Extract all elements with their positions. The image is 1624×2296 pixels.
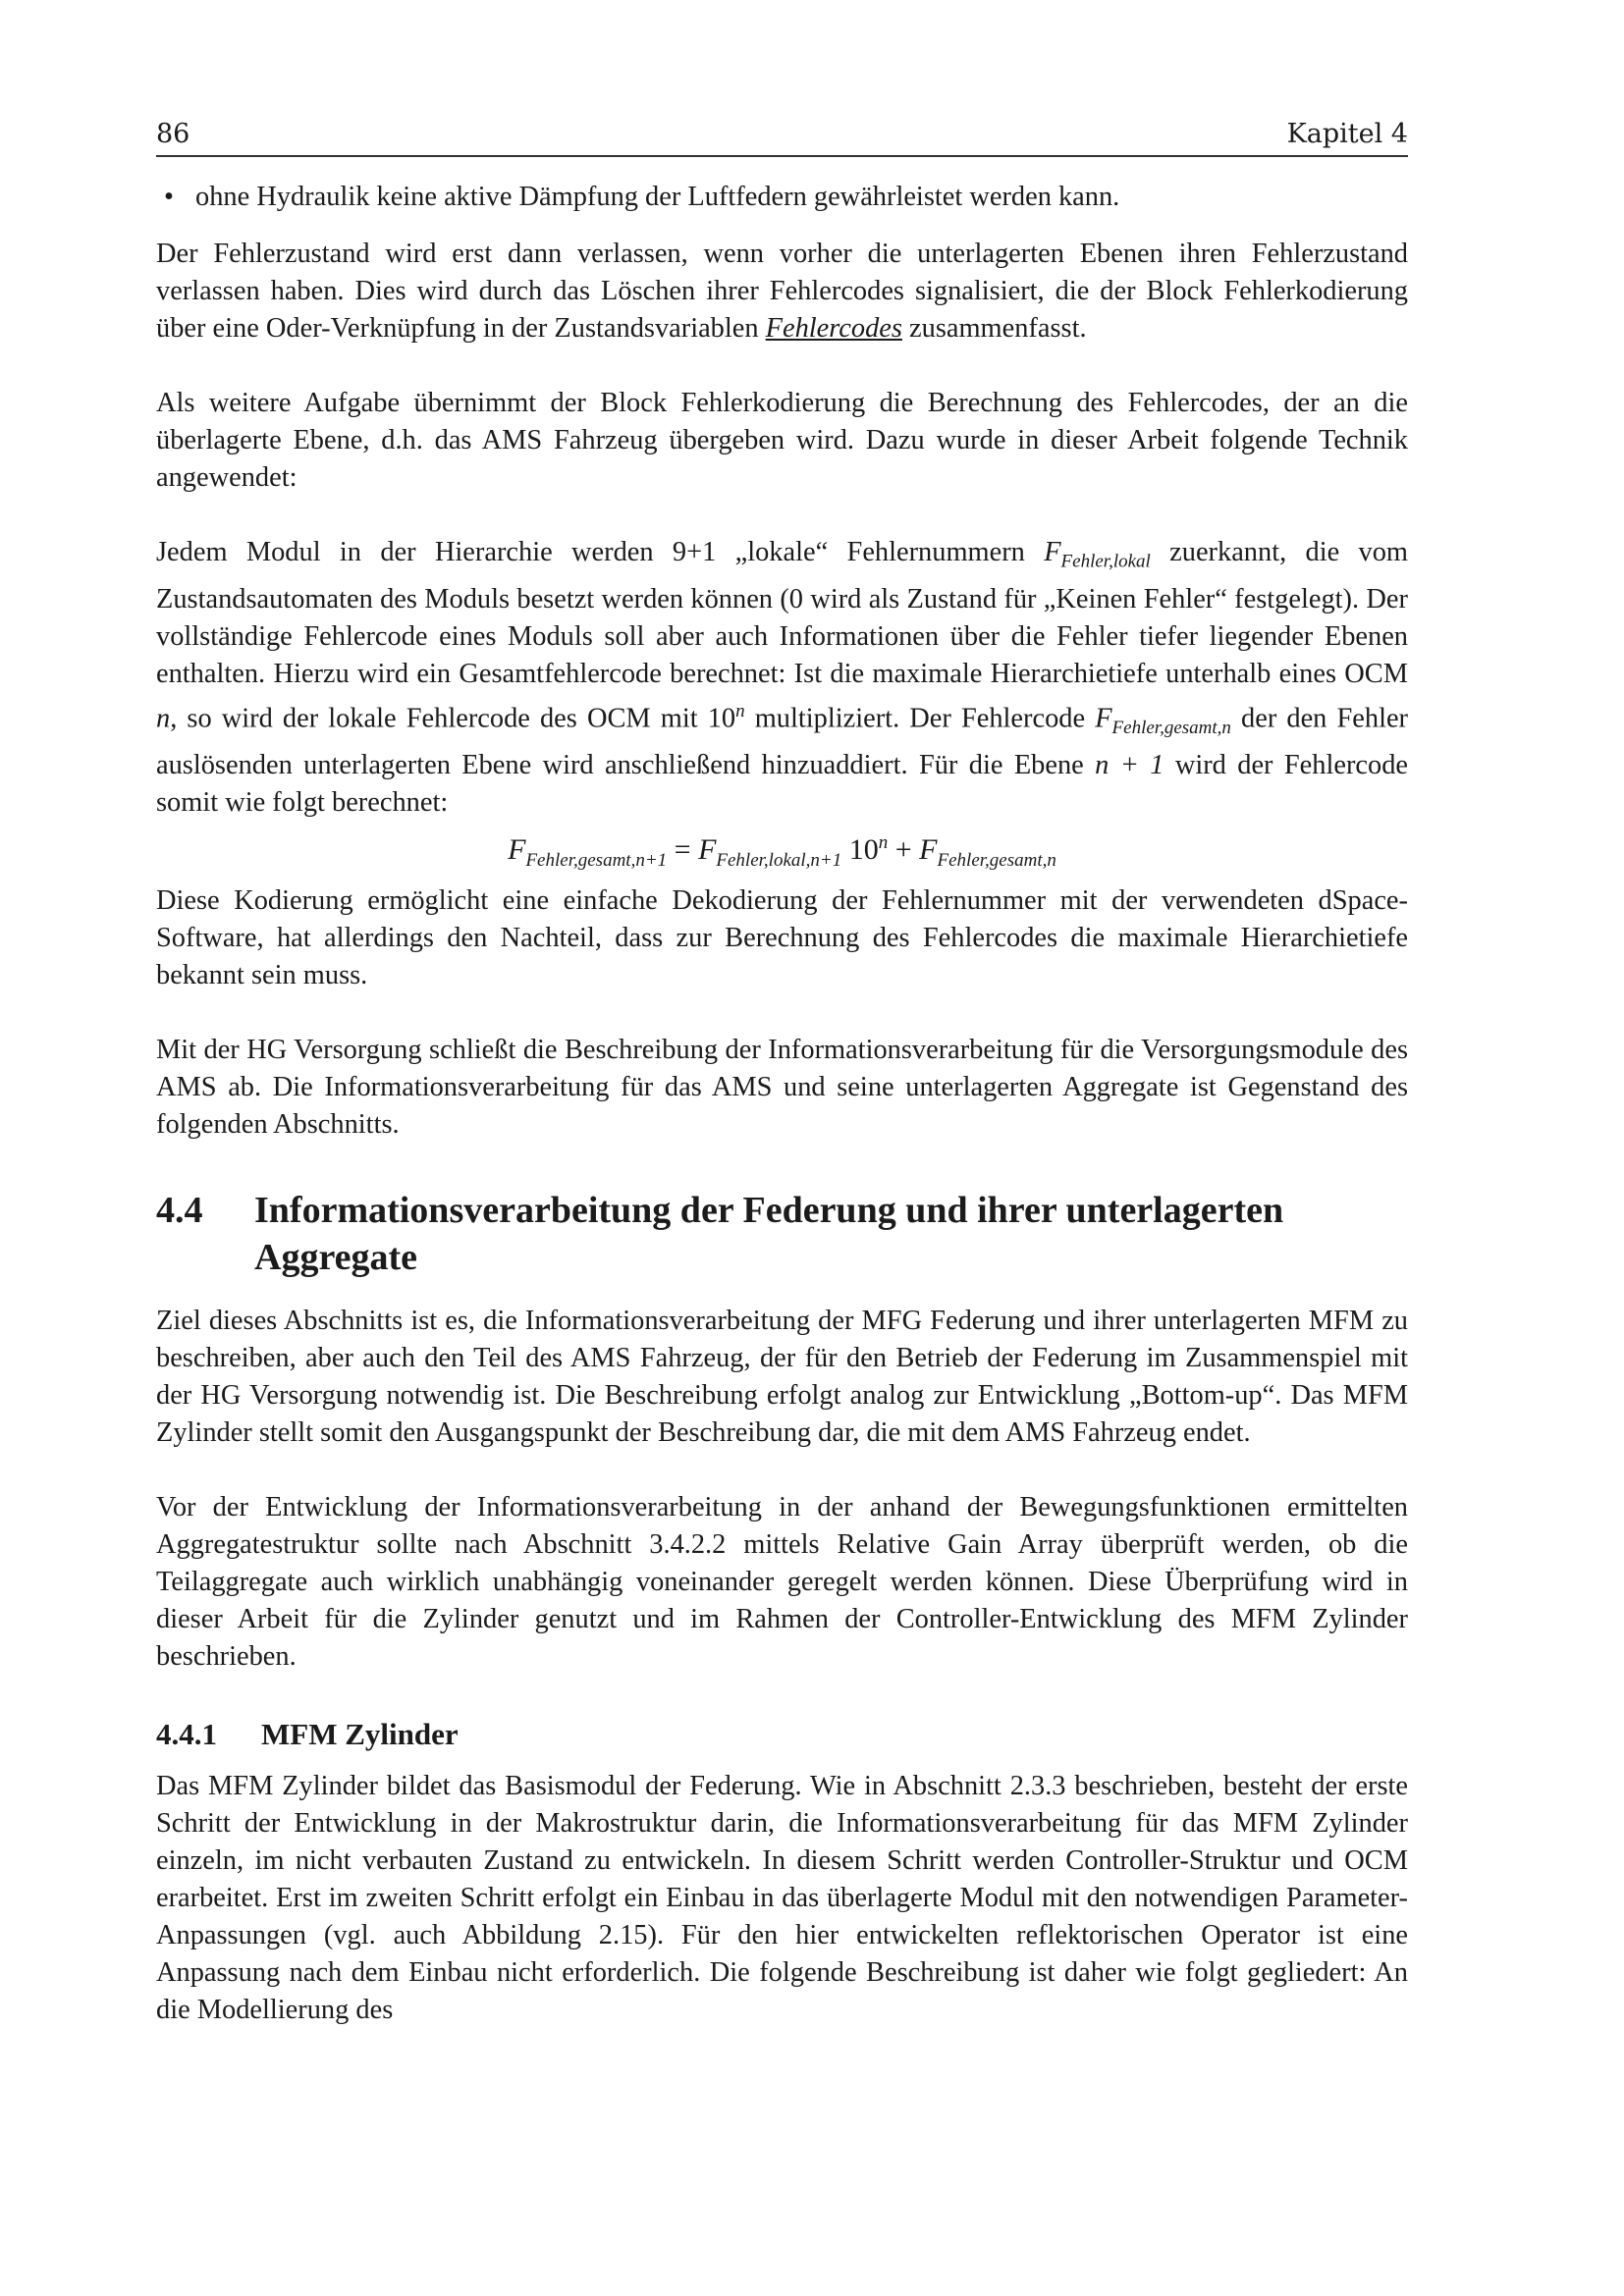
page-header [156,118,1408,157]
section-number: 4.4 [156,1189,203,1231]
chapter-label: Kapitel 4 [1286,119,1408,149]
section-title: Informationsverarbeitung der Federung und ihrer unterlagerten Aggregate [254,1189,1284,1278]
bullet-item: • ohne Hydraulik keine aktive Dämpfung der Luftfedern gewährleistet werden kann. [195,179,1408,216]
paragraph-7: Vor der Entwicklung der Informationsverarbeitung in der anhand der Bewegungsfunktionen ermittelten Aggregatestruktur sollte nach Abschnitt 3.4.2.2 mittels Relative Gain Array überprüft werden, ob die Teilaggregate auch wirklich unabhängig voneinander geregelt werden können. Diese Überprüfung wird in dieser Arbeit für die Zylinder genutzt und im Rahmen der Controller-Entwicklung des MFM Zylinder beschrieben. [156,1491,1408,1672]
section-heading [156,1187,1408,1281]
subsection-number: 4.4.1 [156,1716,217,1751]
paragraph-3: Jedem Modul in der Hierarchie werden 9+1 „lokale“ Fehlernummern $F_{Fehler,lokal}$ zuerkannt, die vom Zustandsautomaten des Moduls besetzt werden können (0 wird als Zustand für „Keinen Fehler“ festgelegt). Der vollständige Fehlercode eines Moduls soll aber auch Informationen über die Fehler tiefer liegender Ebenen enthalten. Hierzu wird ein Gesamtfehlercode berechnet: Ist die maximale Hierarchietiefe unterhalb eines OCM n, so wird der lokale Fehlercode des OCM mit 10$^n$ multipliziert. Der Fehlercode $F_{Fehler,gesamt,n}$ der den Fehler auslösenden unterlagerten Ebene wird anschließend hinzuaddiert. Für die Ebene n + 1 wird der Fehlercode somit wie folgt berechnet: [156,537,1409,818]
subsection-heading [156,1715,1408,1754]
paragraph-2: Als weitere Aufgabe übernimmt der Block Fehlerkodierung die Berechnung des Fehlercodes, der an die überlagerte Ebene, d.h. das AMS Fahrzeug übergeben wird. Dazu wurde in dieser Arbeit folgende Technik angewendet: [156,388,1408,493]
error-code-formula: $F_{Fehler,gesamt,n+1} = F_{Fehler,lokal,n+1}$ $10^n + F_{Fehler,gesamt,n}$ [508,831,1056,871]
document-page [156,118,1408,2029]
subsection-title: MFM Zylinder [261,1716,459,1751]
paragraph-8: Das MFM Zylinder bildet das Basismodul der Federung. Wie in Abschnitt 2.3.3 beschrieben, besteht der erste Schritt der Entwicklung in der Makrostruktur darin, die Informationsverarbeitung für das MFM Zylinder einzeln, im nicht verbauten Zustand zu entwickeln. In diesem Schritt werden Controller-Struktur und OCM erarbeitet. Erst im zweiten Schritt erfolgt ein Einbau in das überlagerte Modul mit den notwendigen Parameter-Anpassungen (vgl. auch Abbildung 2.15). Für den hier entwickelten reflektorischen Operator ist eine Anpassung nach dem Einbau nicht erforderlich. Die folgende Beschreibung ist daher wie folgt gegliedert: An die Modellierung des [156,1770,1408,2025]
paragraph-5: Mit der HG Versorgung schließt die Beschreibung der Informationsverarbeitung für die Versorgungsmodule des AMS ab. Die Informationsverarbeitung für das AMS und seine unterlagerten Aggregate ist Gegenstand des folgenden Abschnitts. [156,1034,1408,1140]
paragraph-6: Ziel dieses Abschnitts ist es, die Informationsverarbeitung der MFG Federung und ihrer unterlagerten MFM zu beschreiben, aber auch den Teil des AMS Fahrzeug, der für den Betrieb der Federung im Zusammenspiel mit der HG Versorgung notwendig ist. Die Beschreibung erfolgt analog zur Entwicklung „Bottom-up“. Das MFM Zylinder stellt somit den Ausgangspunkt der Beschreibung dar, die mit dem AMS Fahrzeug endet. [156,1305,1408,1448]
fehlercodes-variable: Fehlercodes [765,313,902,344]
page-number: 86 [156,119,190,149]
paragraph-4: Diese Kodierung ermöglicht eine einfache Dekodierung der Fehlernummer mit der verwendeten dSpace-Software, hat allerdings den Nachteil, dass zur Berechnung des Fehlercodes die maximale Hierarchietiefe bekannt sein muss. [156,884,1408,990]
paragraph-1: Der Fehlerzustand wird erst dann verlassen, wenn vorher die unterlagerten Ebenen ihren Fehlerzustand verlassen haben. Dies wird durch das Löschen ihrer Fehlercodes signalisiert, die der Block Fehlerkodierung über eine Oder-Verknüpfung in der Zustandsvariablen Fehlercodes zusammenfasst. [156,239,1408,344]
